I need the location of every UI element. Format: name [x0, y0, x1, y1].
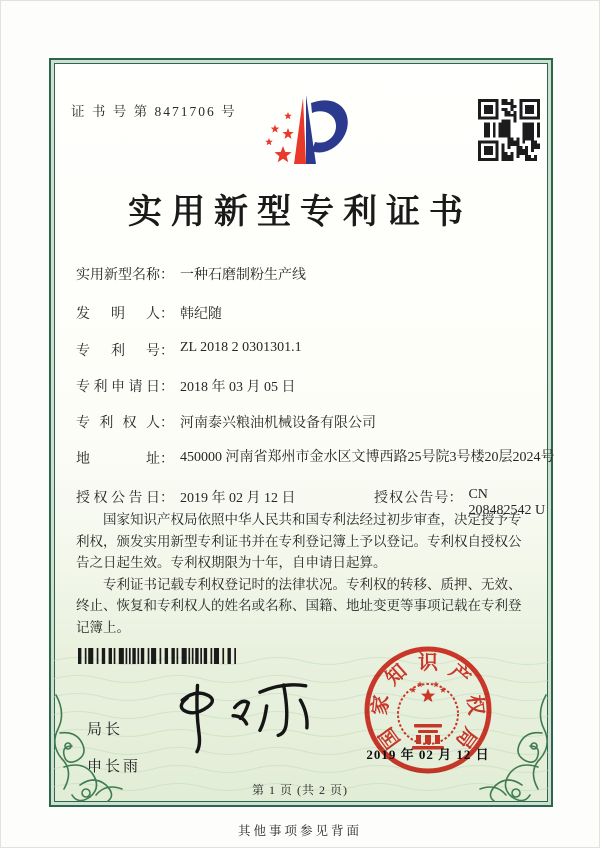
- officer-title: 局长: [87, 722, 124, 738]
- field-label: 地址: [76, 452, 160, 467]
- legal-paragraph-2: 专利证书记载专利权登记时的法律状况。专利权的转移、质押、无效、终止、恢复和专利权人的姓名或名称、国籍、地址变更等事项记载在专利登记簿上。: [76, 576, 522, 635]
- field-value: 2018 年 03 月 05 日: [180, 380, 296, 395]
- page-indicator: 第 1 页 (共 2 页): [252, 783, 348, 797]
- svg-text:家: 家: [369, 693, 394, 717]
- field-row-filing-date: 专利申请日 ： 2018 年 03 月 05 日: [76, 376, 296, 396]
- certificate-number: 证 书 号 第 8471706 号: [71, 104, 237, 119]
- svg-text:局: 局: [451, 723, 481, 753]
- field-label: 专利权人: [76, 416, 160, 431]
- field-label: 实用新型名称: [76, 268, 160, 283]
- legal-paragraph-1: 国家知识产权局依照中华人民共和国专利法经过初步审查，决定授予专利权，颁发实用新型专利证书并在专利登记簿上予以登记。专利权自授权公告之日起生效。专利权期限为十年，自申请日起算。: [76, 512, 522, 570]
- field-value: 韩纪随: [180, 307, 222, 322]
- svg-text:产: 产: [444, 660, 475, 690]
- back-note: 其他事项参见背面: [237, 824, 362, 838]
- field-label: 授权公告日: [76, 491, 160, 506]
- certificate-title: 实用新型专利证书: [128, 194, 472, 231]
- field-label: 专利号: [76, 344, 160, 359]
- field-value: 一种石磨制粉生产线: [180, 268, 306, 283]
- field-value: 450000 河南省郑州市金水区文博西路25号院3号楼20层2024号: [180, 450, 555, 465]
- field-value: 河南泰兴粮油机械设备有限公司: [180, 416, 376, 431]
- barcode-icon: [78, 648, 236, 664]
- field-row-inventor: 发明人 ： 韩纪随: [76, 303, 222, 323]
- svg-text:知: 知: [381, 660, 412, 690]
- seal-date: 2019 年 02 月 12 日: [366, 747, 490, 762]
- field-row-grant: 授权公告日 ： 2019 年 02 月 12 日 授权公告号 ： CN 208482542 U: [76, 487, 528, 507]
- cnipa-logo-icon: [259, 85, 359, 175]
- field-row-address: 地址 ： 450000 河南省郑州市金水区文博西路25号院3号楼20层2024号: [76, 448, 558, 468]
- field-label: 发明人: [76, 307, 160, 322]
- logo-stars: [265, 112, 294, 162]
- field-value: ZL 2018 2 0301301.1: [180, 340, 302, 355]
- signature-handwriting-icon: [161, 671, 331, 756]
- field-row-name: 实用新型名称 ： 一种石磨制粉生产线: [76, 264, 306, 284]
- field-row-patentee: 专利权人 ： 河南泰兴粮油机械设备有限公司: [76, 412, 376, 432]
- legal-text: [76, 509, 528, 638]
- officer-name: 申长雨: [87, 759, 142, 775]
- field-label: 授权公告号: [374, 491, 449, 506]
- grant-no-value: CN 208482542 U: [468, 487, 546, 518]
- svg-text:识: 识: [418, 652, 438, 674]
- field-row-patent-no: 专利号 ： ZL 2018 2 0301301.1: [76, 340, 302, 359]
- national-emblem-icon: [398, 681, 458, 749]
- grant-date-value: 2019 年 02 月 12 日: [180, 491, 296, 506]
- svg-text:权: 权: [462, 693, 487, 717]
- svg-text:国: 国: [375, 723, 405, 753]
- field-label: 专利申请日: [76, 380, 160, 395]
- qr-code-icon: [478, 99, 540, 161]
- officer-block: [87, 712, 141, 786]
